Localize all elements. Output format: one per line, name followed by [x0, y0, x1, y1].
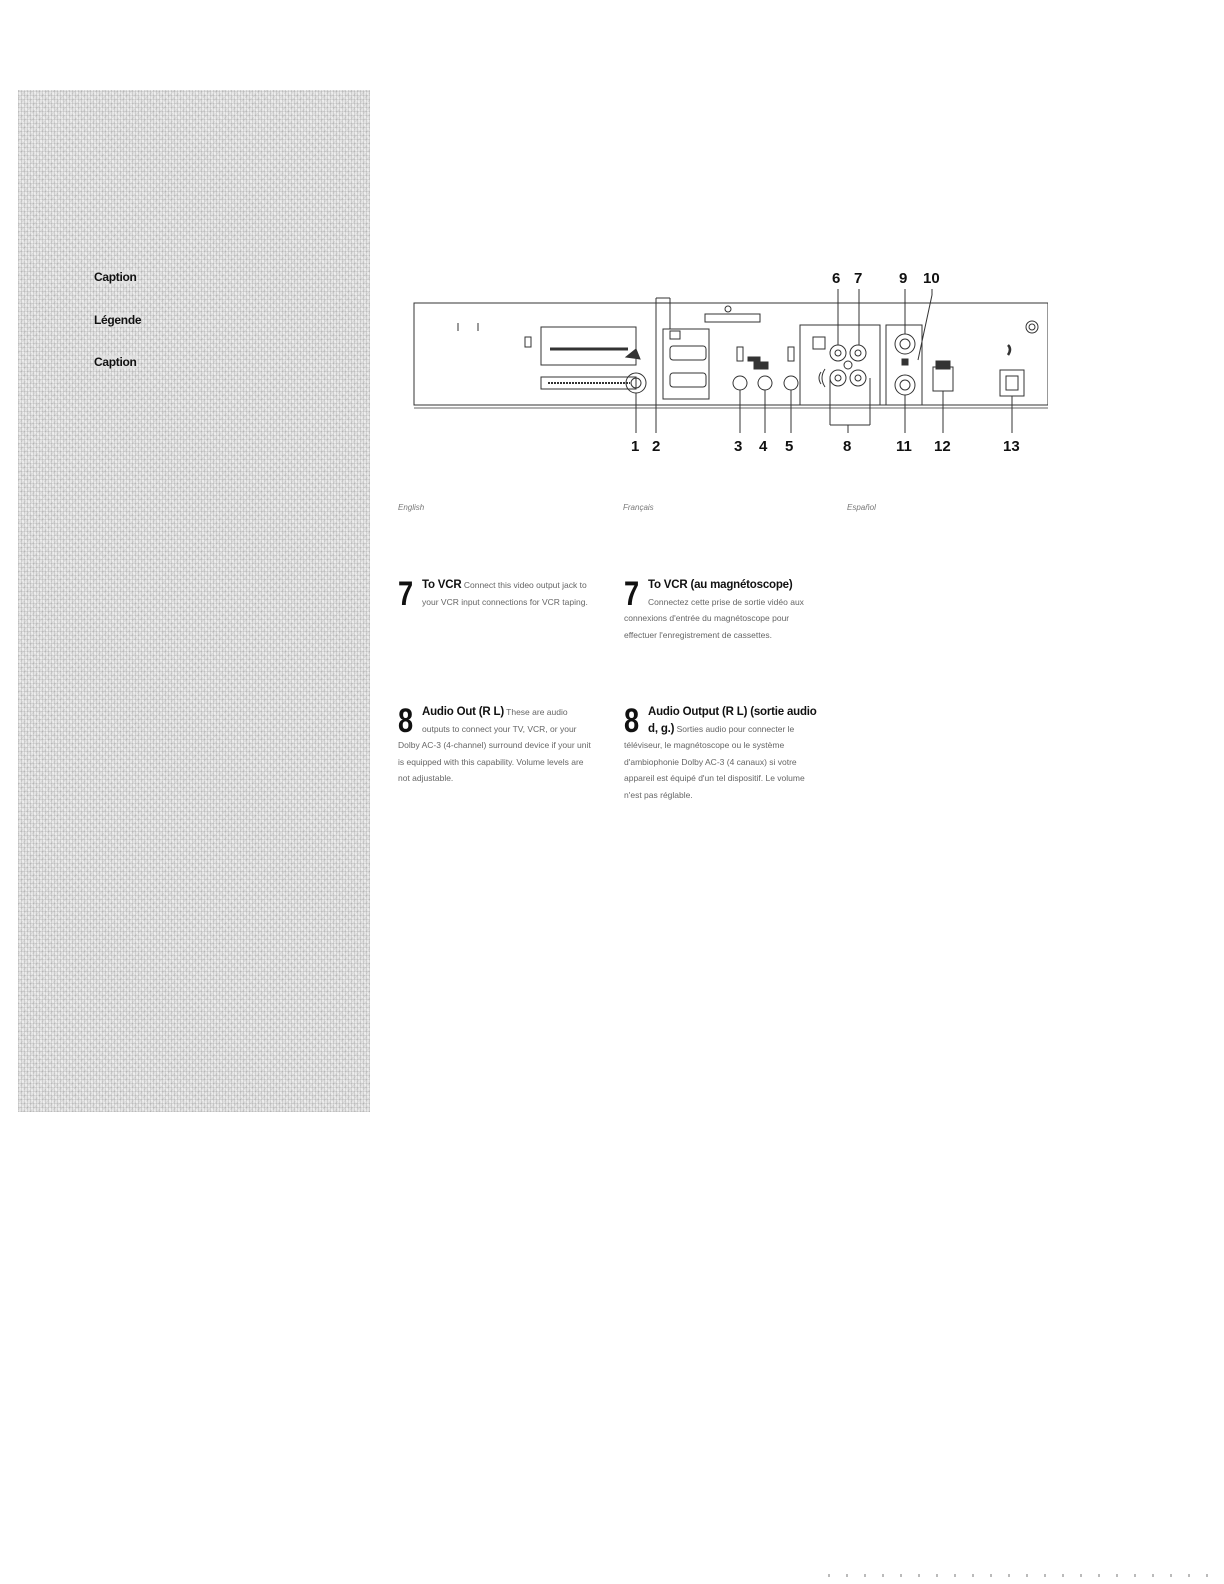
rf-jack-9 [895, 334, 915, 354]
entry-number: 7 [398, 575, 414, 613]
serial-port-1 [670, 346, 706, 360]
caption-label: Caption [94, 270, 137, 284]
callout-12: 12 [934, 438, 951, 455]
callout-6: 6 [832, 270, 841, 287]
entry-body: Connectez cette prise de sortie vidéo aux connexions d'entrée du magnétoscope pour effectuer l'enregistrement de cassettes. [624, 596, 804, 640]
legende-label: Légende [94, 313, 142, 327]
vcr-jack-7 [850, 345, 866, 361]
caption-label-2: Caption [94, 355, 137, 369]
jack-3 [733, 376, 747, 390]
entry-number: 8 [398, 702, 414, 740]
entry-body: Sorties audio pour connecter le téléviseur, le magnétoscope ou le système d'ambiophonie Dolby AC-3 (4 canaux) si votre appareil est équipé d'un tel dispositif. Le volume n'est pas réglable. [624, 723, 805, 800]
callout-9: 9 [899, 270, 908, 287]
entry-en-8 [398, 704, 593, 787]
callout-4: 4 [759, 438, 768, 455]
callout-5: 5 [785, 438, 794, 455]
entry-title: Audio Output (R L) (sortie audio d, g.) [648, 706, 817, 735]
rf-jack-11 [895, 375, 915, 395]
entry-number: 8 [624, 702, 640, 740]
jack-5 [784, 376, 798, 390]
footer-scan-dots [828, 1574, 1208, 1577]
entry-body: These are audio outputs to connect your TV, VCR, or your Dolby AC-3 (4-channel) surround device if your unit is equipped with this capability. Volume levels are not adjustable. [398, 707, 591, 783]
serial-port-2 [670, 373, 706, 387]
phone-jack-13 [1000, 370, 1024, 396]
column-heading-espanol: Español [847, 503, 876, 512]
entry-number: 7 [624, 575, 640, 613]
entry-body: Connect this video output jack to your VCR input connections for VCR taping. [422, 580, 588, 607]
callout-10: 10 [923, 270, 940, 287]
audio-out-l [830, 370, 846, 386]
audio-out-r [850, 370, 866, 386]
top-slot [705, 314, 760, 322]
callout-7: 7 [854, 270, 863, 287]
callout-1: 1 [631, 438, 640, 455]
callout-8: 8 [843, 438, 852, 455]
callout-13: 13 [1003, 438, 1020, 455]
column-heading-francais: Français [623, 503, 654, 512]
entry-title: Audio Out (R L) [422, 706, 504, 718]
entry-fr-8 [624, 704, 819, 803]
callout-2: 2 [652, 438, 661, 455]
entry-en-7 [398, 575, 593, 613]
port-12 [933, 367, 953, 391]
rating-label [541, 327, 636, 365]
entry-title: To VCR [422, 579, 462, 591]
jack-4 [758, 376, 772, 390]
entry-fr-7 [624, 577, 819, 643]
sidebar-texture [18, 90, 370, 1112]
callout-3: 3 [734, 438, 743, 455]
rear-panel-diagram [408, 265, 1048, 460]
video-jack-6 [830, 345, 846, 361]
column-heading-english: English [398, 503, 425, 512]
callout-11: 11 [896, 438, 912, 455]
entry-title: To VCR (au magnétoscope) [648, 579, 793, 591]
